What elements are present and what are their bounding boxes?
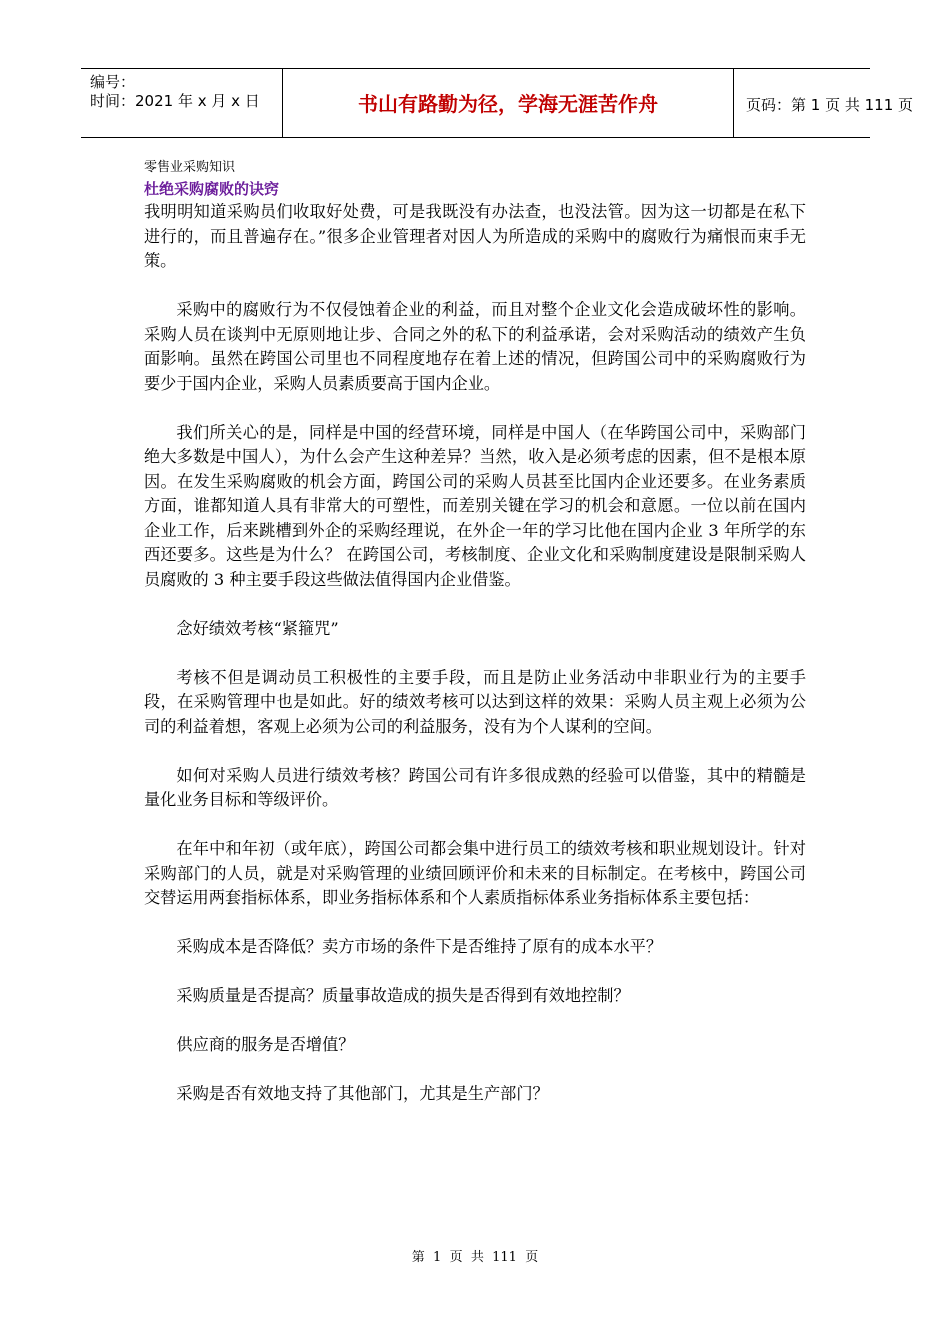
paragraph: 考核不但是调动员工积极性的主要手段，而且是防止业务活动中非职业行为的主要手段，在采购管理中也是如此。好的绩效考核可以达到这样的效果：采购人员主观上必须为公司的利益着想，客观上必须为公司的利益服务，没有为个人谋利的空间。 bbox=[144, 667, 806, 736]
page-info: 页码：第 1 页 共 111 页 bbox=[746, 96, 914, 114]
document-title: 杜绝采购腐败的诀窍 bbox=[144, 180, 280, 198]
paragraph: 如何对采购人员进行绩效考核？跨国公司有许多很成熟的经验可以借鉴，其中的精髓是量化业务目标和等级评价。 bbox=[144, 765, 806, 809]
header-motto-cell bbox=[283, 69, 734, 137]
header-page-cell bbox=[734, 69, 914, 137]
page-footer: 第 1 页 共 111 页 bbox=[411, 1250, 539, 1265]
motto-text: 书山有路勤为径，学海无涯苦作舟 bbox=[358, 92, 658, 116]
document-body bbox=[144, 158, 806, 1131]
paragraph: 我们所关心的是，同样是中国的经营环境，同样是中国人（在华跨国公司中，采购部门绝大多数是中国人），为什么会产生这种差异？当然，收入是必须考虑的因素，但不是根本原因。在发生采购腐败的机会方面，跨国公司的采购人员甚至比国内企业还要多。在业务素质方面，谁都知道人具有非常大的可塑性，而差别关键在学习的机会和意愿。一位以前在国内企业工作，后来跳槽到外企的采购经理说，在外企一年的学习比他在国内企业 3 年所学的东西还要多。这些是为什么？ 在跨国公司，考核制度、企业文化和采购制度建设是限制采购人员腐败的 3 种主要手段这些做法值得国内企业借鉴。 bbox=[144, 422, 806, 589]
question-item: 采购成本是否降低？卖方市场的条件下是否维持了原有的成本水平？ bbox=[176, 937, 663, 956]
document-number-label: 编号： bbox=[90, 73, 136, 91]
paragraph: 在年中和年初（或年底），跨国公司都会集中进行员工的绩效考核和职业规划设计。针对采购部门的人员，就是对采购管理的业绩回顾评价和未来的目标制定。在考核中，跨国公司交替运用两套指标体系，即业务指标体系和个人素质指标体系业务指标体系主要包括： bbox=[144, 839, 806, 907]
paragraph: 采购中的腐败行为不仅侵蚀着企业的利益，而且对整个企业文化会造成破坏性的影响。采购人员在谈判中无原则地让步、合同之外的私下的利益承诺，会对采购活动的绩效产生负面影响。虽然在跨国公司里也不同程度地存在着上述的情况，但跨国公司中的采购腐败行为要少于国内企业，采购人员素质要高于国内企业。 bbox=[144, 300, 806, 393]
header-left-cell bbox=[81, 69, 283, 137]
question-item: 采购质量是否提高？质量事故造成的损失是否得到有效地控制？ bbox=[176, 986, 630, 1005]
question-item: 供应商的服务是否增值？ bbox=[176, 1035, 355, 1054]
header-table bbox=[81, 68, 914, 138]
section-heading: 念好绩效考核“紧箍咒” bbox=[176, 618, 339, 638]
question-item: 采购是否有效地支持了其他部门，尤其是生产部门？ bbox=[176, 1084, 549, 1103]
document-date: 时间：2021 年 x 月 x 日 bbox=[90, 92, 260, 110]
document-subject: 零售业采购知识 bbox=[144, 160, 236, 175]
paragraph: 我明明知道采购员们收取好处费，可是我既没有办法查，也没法管。因为这一切都是在私下进行的，而且普遍存在。”很多企业管理者对因人为所造成的采购中的腐败行为痛恨而束手无策。 bbox=[144, 202, 806, 270]
